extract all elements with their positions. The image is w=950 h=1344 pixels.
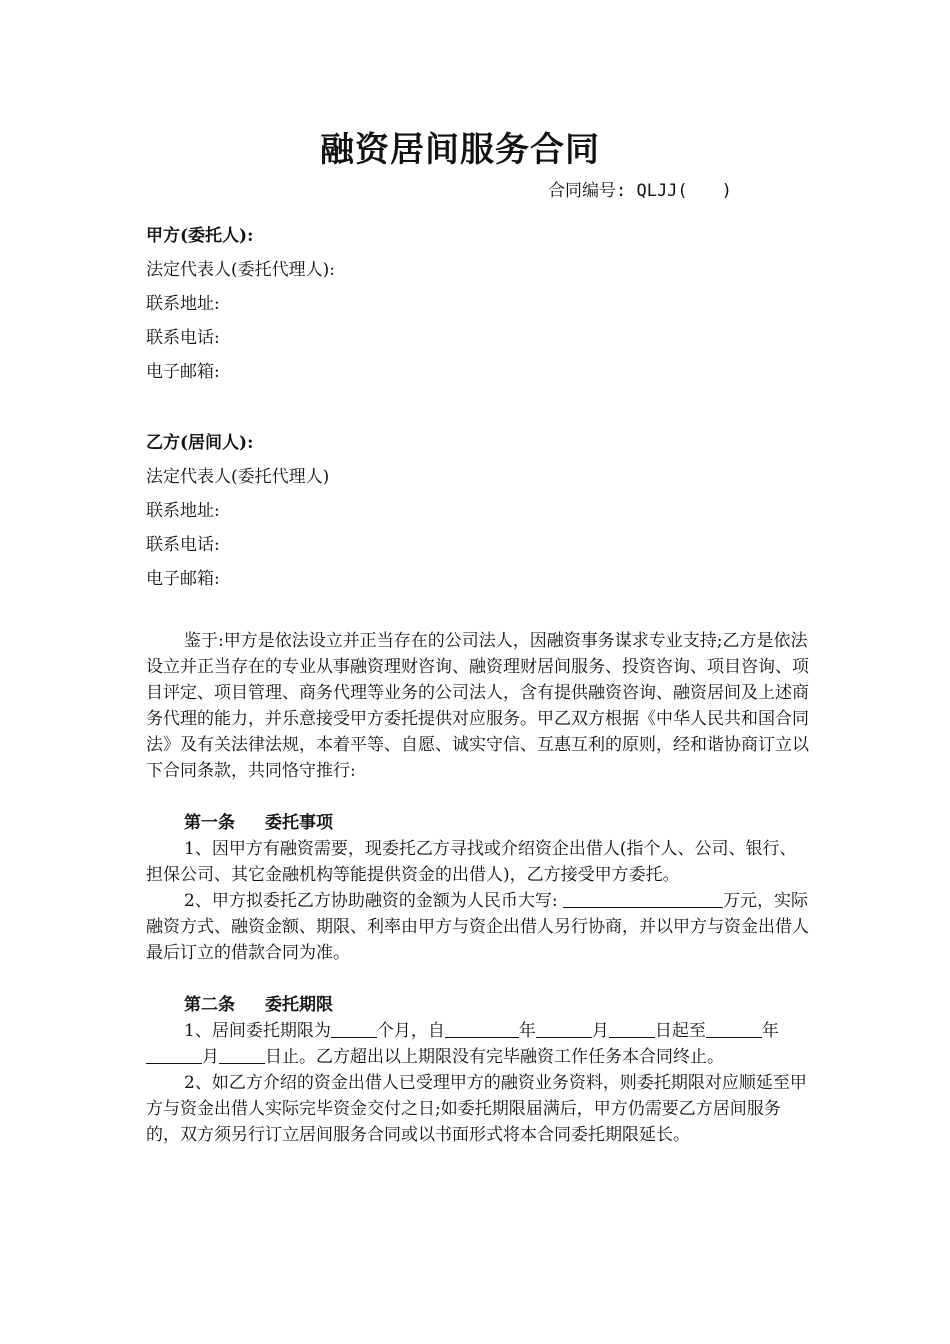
contract-body [146, 628, 811, 1148]
months-blank [331, 1019, 377, 1038]
party-a-block [146, 219, 846, 389]
preamble-paragraph: 鉴于:甲方是依法设立并正当存在的公司法人，因融资事务谋求专业支持;乙方是依法设立并正当存在的专业从事融资理财咨询、融资理财居间服务、投资咨询、项目咨询、项目评定、项目管理、商务代理等业务的公司法人，含有提供融资咨询、融资居间及上述商务代理的能力，并乐意接受甲方委托提供对应服务。甲乙双方根据《中华人民共和国合同法》及有关法律法规，本着平等、自愿、诚实守信、互惠互利的原则，经和谐协商订立以下合同条款，共同恪守推行: [146, 631, 809, 781]
article-2-clause-1 [146, 1018, 811, 1070]
article-1-heading [146, 810, 811, 836]
article-2-clause-2: 2、如乙方介绍的资金出借人已受理甲方的融资业务资料，则委托期限对应顺延至甲方与资金出借人实际完毕资金交付之日;如委托期限届满后，甲方仍需要乙方居间服务的，双方须另行订立居间服务合同或以书面形式将本合同委托期限延长。 [146, 1073, 807, 1145]
document-title: 融资居间服务合同 [320, 130, 600, 170]
party-b-address: 联系地址: [146, 501, 220, 521]
party-b-block [146, 426, 846, 596]
article-1-number: 第一条 [184, 813, 235, 833]
party-b-phone: 联系电话: [146, 535, 220, 555]
party-a-phone: 联系电话: [146, 328, 220, 348]
party-a-email: 电子邮箱: [146, 362, 220, 382]
article-1-clause-2-text-b: 万元，实际融资方式、融资金额、期限、利率由甲方与资企出借人另行协商，并以甲方与资金出借人最后订立的借款合同为准。 [146, 891, 809, 963]
clause-text: 日起至 [654, 1021, 706, 1041]
clause-text: 月 [202, 1047, 219, 1067]
article-2-name: 委托期限 [265, 995, 333, 1015]
party-b-email: 电子邮箱: [146, 569, 220, 589]
clause-text: 个月，自 [376, 1021, 445, 1041]
party-b-heading: 乙方(居间人): [146, 433, 254, 453]
article-2-heading [146, 992, 811, 1018]
article-1-clause-2-text-a: 2、甲方拟委托乙方协助融资的金额为人民币大写: [184, 891, 558, 911]
end-month-blank [146, 1045, 202, 1064]
party-a-heading: 甲方(委托人): [146, 226, 254, 246]
clause-text: 年 [761, 1021, 779, 1041]
end-day-blank [219, 1045, 265, 1064]
party-a-representative: 法定代表人(委托代理人): [146, 260, 335, 280]
clause-text: 年 [518, 1021, 536, 1041]
start-month-blank [536, 1019, 592, 1038]
start-year-blank [445, 1019, 519, 1038]
article-1-clause-2 [146, 888, 811, 966]
article-1-clause-1: 1、因甲方有融资需要，现委托乙方寻找或介绍资企出借人(指个人、公司、银行、担保公司、其它金融机构等能提供资金的出借人)，乙方接受甲方委托。 [146, 839, 797, 885]
amount-blank [563, 889, 723, 908]
clause-text: 1、居间委托期限为 [184, 1021, 331, 1041]
party-b-representative: 法定代表人(委托代理人) [146, 467, 330, 487]
clause-text: 日止。乙方超出以上期限没有完毕融资工作任务本合同终止。 [265, 1047, 724, 1067]
end-year-blank [706, 1019, 762, 1038]
clause-text: 月 [591, 1021, 609, 1041]
article-1-name: 委托事项 [265, 813, 333, 833]
article-2-number: 第二条 [184, 995, 235, 1015]
start-day-blank [609, 1019, 655, 1038]
party-a-address: 联系地址: [146, 294, 220, 314]
contract-number: 合同编号: QLJJ( ) [548, 181, 732, 201]
